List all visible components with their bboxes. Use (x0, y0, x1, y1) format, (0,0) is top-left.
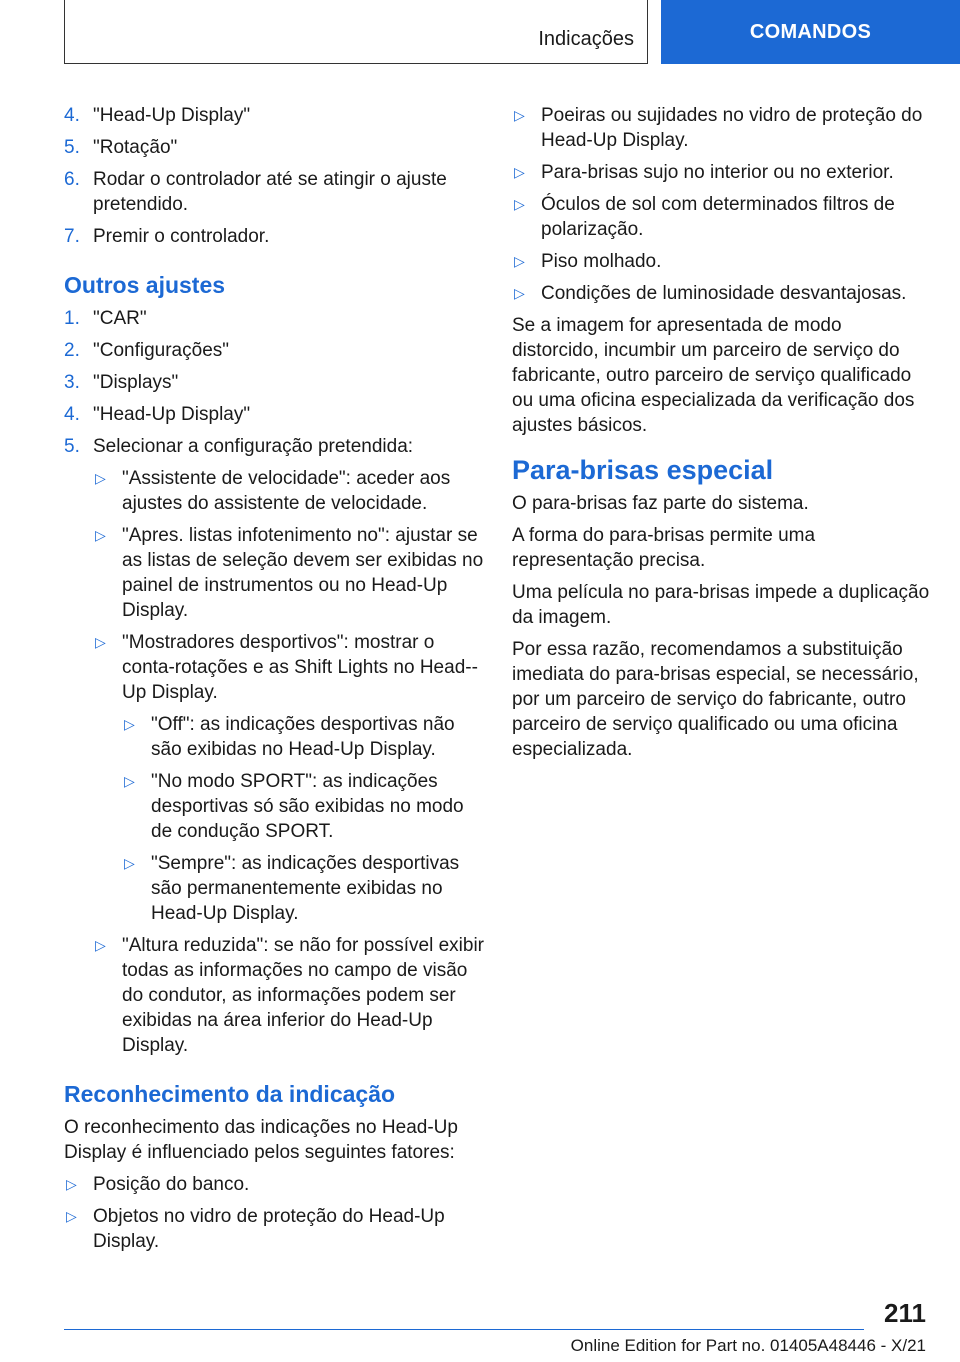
section-title: Indicações (538, 28, 634, 50)
page-number: 211 (884, 1298, 926, 1328)
triangle-bullet-icon: ▷ (124, 716, 135, 732)
heading-special-windshield: Para-brisas especial (512, 455, 774, 485)
triangle-bullet-icon: ▷ (514, 196, 525, 212)
step-number: 5. (64, 137, 80, 158)
bullet-text: Piso molhado. (541, 251, 662, 272)
triangle-bullet-icon: ▷ (124, 855, 135, 871)
edition-footer: Online Edition for Part no. 01405A48446 - X/21 (570, 1336, 926, 1355)
steps-list-a (64, 103, 484, 249)
windshield-paragraph: Uma película no para-brisas impede a duplicação da imagem. (512, 582, 930, 628)
step-text: "CAR" (93, 308, 147, 329)
triangle-bullet-icon: ▷ (95, 470, 106, 486)
step-number: 7. (64, 226, 80, 247)
triangle-bullet-icon: ▷ (514, 107, 525, 123)
step-number: 4. (64, 105, 80, 126)
windshield-paragraph: A forma do para-brisas permite uma representação precisa. (512, 525, 816, 571)
bullet-item (512, 192, 930, 242)
sub-sub-bullet-item (122, 851, 484, 926)
triangle-bullet-icon: ▷ (66, 1176, 77, 1192)
steps-list-b (64, 306, 484, 1058)
step-number: 1. (64, 308, 80, 329)
bullet-text: "Sempre": as indicações desportivas são permanentemente exibidas no Head-Up Display. (151, 853, 460, 924)
step-text: "Head-Up Display" (93, 105, 251, 126)
chapter-tab: COMANDOS (661, 0, 960, 64)
bullet-item (512, 281, 930, 306)
triangle-bullet-icon: ▷ (514, 285, 525, 301)
bullet-text: "No modo SPORT": as indicações desportivas só são exibidas no modo de condução SPORT. (151, 771, 464, 842)
sub-sub-bullet-item (122, 712, 484, 762)
step-item (64, 224, 484, 249)
step-number: 6. (64, 169, 80, 190)
step-text: "Displays" (93, 372, 179, 393)
step-text: "Head-Up Display" (93, 404, 251, 425)
bullet-text: Objetos no vidro de proteção do Head-Up Display. (93, 1206, 445, 1252)
step-text: Selecionar a configuração pretendida: (93, 436, 414, 457)
triangle-bullet-icon: ▷ (514, 164, 525, 180)
windshield-paragraph: Por essa razão, recomendamos a substituição imediata do para-brisas especial, se necessário, por um parceiro de serviço do fabricante, outro parceiro de serviço qualificado ou uma oficina especializada. (512, 639, 919, 760)
step-item (64, 338, 484, 363)
heading-recognition: Reconhecimento da indicação (64, 1081, 396, 1107)
step-item (64, 306, 484, 331)
step-item (64, 370, 484, 395)
bullet-item (64, 1204, 484, 1254)
sub-sub-bullet-item (122, 769, 484, 844)
step-number: 4. (64, 404, 80, 425)
triangle-bullet-icon: ▷ (95, 634, 106, 650)
distortion-paragraph: Se a imagem for apresentada de modo distorcido, incumbir um parceiro de serviço do fabricante, outro parceiro de serviço qualificado ou uma oficina especializada da verificação dos ajustes básicos. (512, 315, 915, 436)
footer-divider (64, 1329, 864, 1330)
sub-bullet-item (93, 523, 484, 623)
step-text: Rodar o controlador até se atingir o ajuste pretendido. (93, 169, 447, 215)
step-number: 2. (64, 340, 80, 361)
step-item (64, 103, 484, 128)
bullet-text: Para-brisas sujo no interior ou no exterior. (541, 162, 894, 183)
step-item (64, 167, 484, 217)
windshield-paragraph: O para-brisas faz parte do sistema. (512, 493, 809, 514)
triangle-bullet-icon: ▷ (66, 1208, 77, 1224)
bullet-text: "Assistente de velocidade": aceder aos ajustes do assistente de velocidade. (122, 468, 451, 514)
right-column (512, 103, 930, 769)
step-item (64, 402, 484, 427)
bullet-text: "Altura reduzida": se não for possível exibir todas as informações no campo de visão do condutor, as informações podem ser exibidas na área inferior do Head-Up Display. (122, 935, 485, 1056)
triangle-bullet-icon: ▷ (95, 937, 106, 953)
step-text: Premir o controlador. (93, 226, 270, 247)
step-number: 5. (64, 436, 80, 457)
bullet-item (64, 1172, 484, 1197)
step-item (64, 135, 484, 160)
sub-bullet-item (93, 630, 484, 705)
recognition-paragraph: O reconhecimento das indicações no Head-Up Display é influenciado pelos seguintes fatores: (64, 1117, 458, 1163)
bullet-text: Condições de luminosidade desvantajosas. (541, 283, 907, 304)
heading-other-settings: Outros ajustes (64, 272, 226, 298)
bullet-text: "Mostradores desportivos": mostrar o conta-rotações e as Shift Lights no Head--Up Display. (122, 632, 478, 703)
left-column (64, 103, 484, 1261)
sub-bullet-item (93, 466, 484, 516)
bullet-text: "Apres. listas infotenimento no": ajustar se as listas de seleção devem ser exibidas no painel de instrumentos ou no Head-Up Display. (122, 525, 484, 621)
bullet-text: Poeiras ou sujidades no vidro de proteção do Head-Up Display. (541, 105, 923, 151)
bullet-text: Óculos de sol com determinados filtros de polarização. (541, 194, 895, 240)
bullet-item (512, 160, 930, 185)
bullet-item (512, 103, 930, 153)
step-text: "Configurações" (93, 340, 230, 361)
sub-bullet-item (93, 933, 484, 1058)
bullet-item (512, 249, 930, 274)
triangle-bullet-icon: ▷ (124, 773, 135, 789)
bullet-text: "Off": as indicações desportivas não são exibidas no Head-Up Display. (151, 714, 455, 760)
step-item (64, 434, 484, 459)
bullet-text: Posição do banco. (93, 1174, 250, 1195)
triangle-bullet-icon: ▷ (514, 253, 525, 269)
triangle-bullet-icon: ▷ (95, 527, 106, 543)
step-number: 3. (64, 372, 80, 393)
step-text: "Rotação" (93, 137, 178, 158)
